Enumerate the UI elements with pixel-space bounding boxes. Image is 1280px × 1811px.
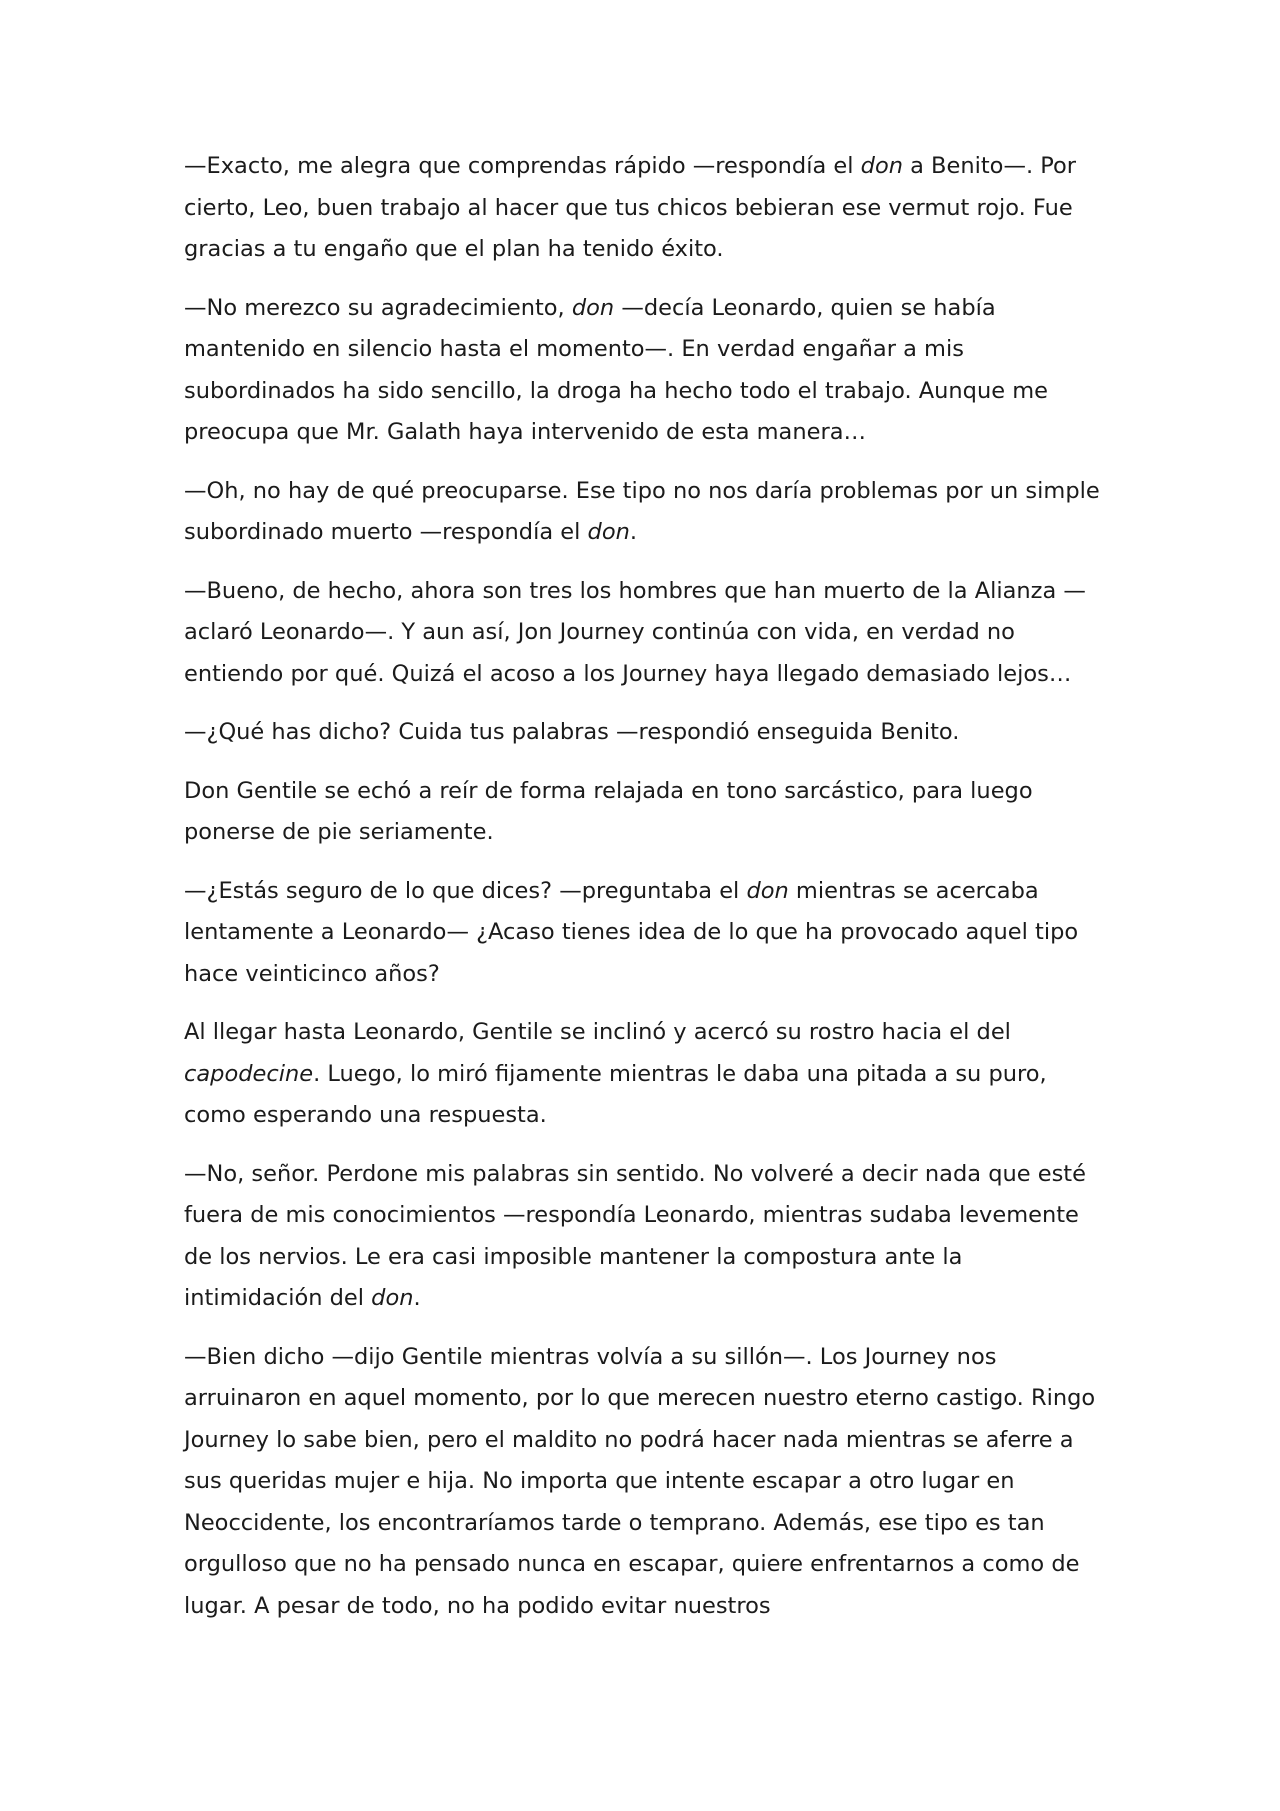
paragraph <box>184 571 1104 696</box>
italic-term: don <box>371 1285 414 1311</box>
italic-term: capodecine <box>184 1060 314 1087</box>
paragraph <box>184 871 1104 996</box>
text-segment: . <box>629 519 637 545</box>
italic-term: don <box>746 877 789 904</box>
text-segment: —¿Estás seguro de lo que dices? —preguntaba el <box>184 877 747 904</box>
paragraph <box>184 471 1104 554</box>
text-segment: . Luego, lo miró fijamente mientras le daba una pitada a su puro, como esperando una respuesta. <box>184 1060 1047 1128</box>
paragraph <box>184 1012 1104 1137</box>
paragraph <box>184 146 1104 271</box>
text-segment: —Bien dicho —dijo Gentile mientras volvía a su sillón—. Los Journey nos arruinaron en aquel momento, por lo que merecen nuestro eterno castigo. Ringo Journey lo sabe bien, pero el maldito no podrá hacer nada mientras se aferre a sus queridas mujer e hija. No importa que intente escapar a otro lugar en Neoccidente, los encontraríamos tarde o temprano. Además, ese tipo es tan orgulloso que no ha pensado nunca en escapar, quiere enfrentarnos a como de lugar. A pesar de todo, no ha podido evitar nuestros <box>184 1343 1096 1619</box>
text-segment: —¿Qué has dicho? Cuida tus palabras —respondió enseguida Benito. <box>184 719 960 745</box>
text-segment: mientras se acercaba lentamente a Leonardo— ¿Acaso tienes idea de lo que ha provocado aquel tipo hace veinticinco años? <box>184 877 1079 987</box>
text-segment: Don Gentile se echó a reír de forma relajada en tono sarcástico, para luego ponerse de pie seriamente. <box>184 777 1033 845</box>
text-segment: —No, señor. Perdone mis palabras sin sentido. No volveré a decir nada que esté fuera de mis conocimientos —respondía Leonardo, mientras sudaba levemente de los nervios. Le era casi imposible mantener la compostura ante la intimidación del <box>184 1160 1086 1311</box>
text-segment: —No merezco su agradecimiento, <box>184 294 572 321</box>
paragraph <box>184 288 1104 454</box>
paragraph <box>184 1154 1104 1320</box>
paragraph <box>184 1337 1104 1628</box>
text-segment: —Exacto, me alegra que comprendas rápido —respondía el <box>184 153 861 179</box>
paragraph <box>184 712 1104 754</box>
italic-term: don <box>587 519 630 545</box>
document-page <box>184 146 1104 1644</box>
text-segment: a Benito—. Por cierto, Leo, buen trabajo al hacer que tus chicos bebieran ese vermut rojo. Fue gracias a tu engaño que el plan ha tenido éxito. <box>184 153 1077 262</box>
text-segment: —decía Leonardo, quien se había mantenido en silencio hasta el momento—. En verdad engañar a mis subordinados ha sido sencillo, la droga ha hecho todo el trabajo. Aunque me preocupa que Mr. Galath haya intervenido de esta manera… <box>184 294 1048 445</box>
text-segment: —Oh, no hay de qué preocuparse. Ese tipo no nos daría problemas por un simple subordinado muerto —respondía el <box>184 477 1100 545</box>
paragraph <box>184 771 1104 854</box>
text-segment: . <box>413 1285 421 1311</box>
italic-term: don <box>860 153 903 179</box>
text-segment: —Bueno, de hecho, ahora son tres los hombres que han muerto de la Alianza —aclaró Leonardo—. Y aun así, Jon Journey continúa con vida, en verdad no entiendo por qué. Quizá el acoso a los Journey haya llegado demasiado lejos… <box>184 577 1086 687</box>
italic-term: don <box>571 294 615 321</box>
text-segment: Al llegar hasta Leonardo, Gentile se inclinó y acercó su rostro hacia el del <box>184 1019 1011 1045</box>
